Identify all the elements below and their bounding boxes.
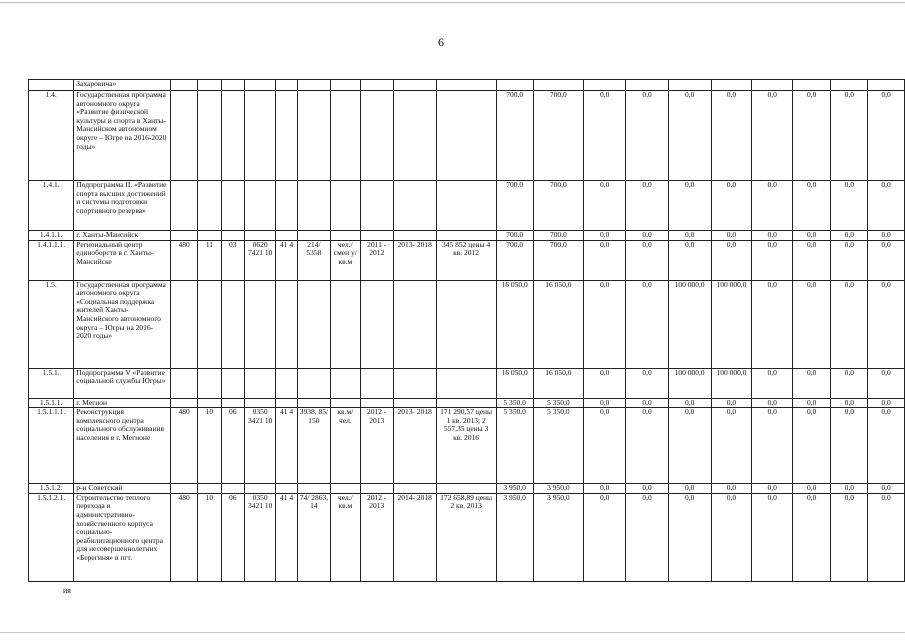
attribute-cell: 480: [170, 240, 197, 280]
attribute-cell: [244, 91, 275, 181]
attribute-cell: [244, 280, 275, 368]
row-code: 1.5.1.1.: [29, 398, 74, 408]
value-cell: 0,0: [868, 398, 905, 408]
row-name: Реконструкция комплексного центра социального обслуживания населения в г. Мегионе: [74, 408, 171, 484]
attribute-cell: [170, 231, 197, 241]
attribute-cell: [436, 368, 496, 398]
attribute-cell: [221, 398, 244, 408]
attribute-cell: [244, 484, 275, 494]
value-cell: 0,0: [792, 280, 831, 368]
attribute-cell: 41 4: [276, 240, 297, 280]
value-cell: [668, 80, 711, 91]
financing-table: [28, 79, 905, 582]
value-cell: 0,0: [868, 408, 905, 484]
attribute-cell: 2012 - 2013: [360, 493, 393, 581]
value-cell: 700,0: [533, 91, 583, 181]
value-cell: 0,0: [626, 398, 668, 408]
value-cell: [533, 80, 583, 91]
value-cell: 0,0: [752, 91, 792, 181]
attribute-cell: [436, 398, 496, 408]
attribute-cell: 41 4: [276, 408, 297, 484]
attribute-cell: [170, 368, 197, 398]
attribute-cell: чел./ смен у/ кв.м: [331, 240, 360, 280]
value-cell: [584, 80, 626, 91]
attribute-cell: 06: [221, 408, 244, 484]
value-cell: 5 350,0: [533, 408, 583, 484]
row-name: Подпрограмма II. «Развитие спорта высших достижений и системы подготовки спортивного резерва»: [74, 181, 171, 231]
attribute-cell: [331, 91, 360, 181]
attribute-cell: [221, 91, 244, 181]
value-cell: 0,0: [792, 408, 831, 484]
attribute-cell: [331, 398, 360, 408]
attribute-cell: [221, 80, 244, 91]
row-code: 1.4.1.1.: [29, 231, 74, 241]
attribute-cell: [393, 80, 436, 91]
attribute-cell: [331, 80, 360, 91]
attribute-cell: 11: [198, 240, 221, 280]
attribute-cell: [393, 280, 436, 368]
attribute-cell: [170, 181, 197, 231]
attribute-cell: [297, 484, 330, 494]
value-cell: 0,0: [831, 91, 868, 181]
attribute-cell: [198, 231, 221, 241]
value-cell: 0,0: [868, 368, 905, 398]
attribute-cell: [297, 80, 330, 91]
value-cell: 0,0: [792, 231, 831, 241]
row-code: 1.4.: [29, 91, 74, 181]
attribute-cell: [297, 181, 330, 231]
value-cell: 0,0: [584, 484, 626, 494]
attribute-cell: 2014- 2018: [393, 493, 436, 581]
attribute-cell: [276, 231, 297, 241]
row-name: Государственная программа автономного округа «Социальная поддержка жителей Ханты-Мансийского автономного округа – Югры на 2016-2020 годы»: [74, 280, 171, 368]
attribute-cell: 06: [221, 493, 244, 581]
value-cell: 700,0: [533, 240, 583, 280]
value-cell: 100 000,0: [668, 368, 711, 398]
value-cell: 0,0: [831, 181, 868, 231]
table-row: [29, 398, 905, 408]
value-cell: 0,0: [868, 231, 905, 241]
attribute-cell: [221, 368, 244, 398]
attribute-cell: [297, 231, 330, 241]
row-code: 1.5.1.2.1.: [29, 493, 74, 581]
value-cell: 0,0: [711, 181, 752, 231]
attribute-cell: [221, 280, 244, 368]
row-code: [29, 80, 74, 91]
value-cell: 0,0: [752, 181, 792, 231]
attribute-cell: 10: [198, 408, 221, 484]
value-cell: [496, 80, 533, 91]
row-name: г. Ханты-Мансийск: [74, 231, 171, 241]
value-cell: 0,0: [752, 398, 792, 408]
attribute-cell: [170, 280, 197, 368]
table-row: [29, 484, 905, 494]
attribute-cell: 10: [198, 493, 221, 581]
attribute-cell: [436, 80, 496, 91]
attribute-cell: 3938, 85/ 150: [297, 408, 330, 484]
attribute-cell: [170, 398, 197, 408]
attribute-cell: [276, 80, 297, 91]
table-row: [29, 240, 905, 280]
value-cell: 0,0: [626, 240, 668, 280]
value-cell: 0,0: [831, 398, 868, 408]
attribute-cell: [360, 484, 393, 494]
value-cell: 100 000,0: [711, 280, 752, 368]
value-cell: 0,0: [626, 231, 668, 241]
attribute-cell: чел./ кв.м: [331, 493, 360, 581]
attribute-cell: [244, 398, 275, 408]
attribute-cell: 345 852 цены 4 кв. 2012: [436, 240, 496, 280]
value-cell: 0,0: [792, 368, 831, 398]
attribute-cell: [436, 181, 496, 231]
value-cell: [711, 80, 752, 91]
value-cell: 0,0: [711, 408, 752, 484]
value-cell: [831, 80, 868, 91]
attribute-cell: 41 4: [276, 493, 297, 581]
value-cell: 0,0: [868, 181, 905, 231]
attribute-cell: [331, 181, 360, 231]
attribute-cell: [198, 280, 221, 368]
value-cell: 0,0: [752, 493, 792, 581]
value-cell: 0,0: [792, 181, 831, 231]
row-code: 1.5.1.1.1.: [29, 408, 74, 484]
attribute-cell: [198, 91, 221, 181]
attribute-cell: [276, 398, 297, 408]
attribute-cell: 0350 3421 10: [244, 493, 275, 581]
value-cell: 100 000,0: [668, 280, 711, 368]
row-name: г. Мегион: [74, 398, 171, 408]
value-cell: 16 050,0: [533, 280, 583, 368]
page-number: 6: [438, 35, 444, 49]
value-cell: 0,0: [868, 484, 905, 494]
value-cell: 0,0: [626, 368, 668, 398]
value-cell: 0,0: [626, 280, 668, 368]
row-code: 1.5.1.2.: [29, 484, 74, 494]
attribute-cell: [393, 91, 436, 181]
row-code: 1.4.1.: [29, 181, 74, 231]
attribute-cell: [198, 368, 221, 398]
attribute-cell: 74/ 2863, 14: [297, 493, 330, 581]
value-cell: 0,0: [711, 91, 752, 181]
attribute-cell: [221, 181, 244, 231]
attribute-cell: 480: [170, 408, 197, 484]
attribute-cell: 171 290,57 цены 1 кв. 2013; 2 557,35 цены 3 кв. 2016: [436, 408, 496, 484]
attribute-cell: [331, 280, 360, 368]
value-cell: 0,0: [752, 408, 792, 484]
table-row: [29, 280, 905, 368]
attribute-cell: [360, 280, 393, 368]
value-cell: 0,0: [668, 231, 711, 241]
value-cell: 0,0: [831, 493, 868, 581]
row-name: Региональный центр единоборств в г. Ханты-Мансийске: [74, 240, 171, 280]
value-cell: 3 950,0: [533, 484, 583, 494]
attribute-cell: 0620 7421 10: [244, 240, 275, 280]
table-row: [29, 368, 905, 398]
attribute-cell: 214/ 5358: [297, 240, 330, 280]
value-cell: 5 350,0: [533, 398, 583, 408]
value-cell: 700,0: [496, 91, 533, 181]
value-cell: 0,0: [584, 493, 626, 581]
attribute-cell: [244, 231, 275, 241]
value-cell: [752, 80, 792, 91]
attribute-cell: 2013- 2018: [393, 240, 436, 280]
attribute-cell: 2013- 2018: [393, 408, 436, 484]
table-row: [29, 493, 905, 581]
attribute-cell: [360, 368, 393, 398]
value-cell: 3 950,0: [533, 493, 583, 581]
value-cell: 0,0: [668, 484, 711, 494]
row-name: Строительство теплого перехода и административно-хозяйственного корпуса социально-реабилитационного центра для несовершеннолетних «Берегиня» в пгт.: [74, 493, 171, 581]
attribute-cell: [276, 91, 297, 181]
row-name: Подпрограмма V «Развитие социальной службы Югры»: [74, 368, 171, 398]
value-cell: 0,0: [626, 181, 668, 231]
value-cell: 0,0: [626, 493, 668, 581]
attribute-cell: [331, 368, 360, 398]
value-cell: 0,0: [868, 91, 905, 181]
value-cell: 700,0: [496, 240, 533, 280]
value-cell: 0,0: [752, 240, 792, 280]
value-cell: 0,0: [868, 493, 905, 581]
value-cell: 3 950,0: [496, 484, 533, 494]
value-cell: 0,0: [792, 484, 831, 494]
value-cell: 0,0: [711, 493, 752, 581]
table-row: [29, 408, 905, 484]
attribute-cell: [244, 181, 275, 231]
value-cell: 0,0: [626, 484, 668, 494]
value-cell: 5 350,0: [496, 398, 533, 408]
value-cell: 0,0: [792, 398, 831, 408]
attribute-cell: [170, 80, 197, 91]
footer-text: ия: [63, 586, 71, 595]
attribute-cell: 2011 - 2012: [360, 240, 393, 280]
value-cell: 0,0: [752, 484, 792, 494]
value-cell: 0,0: [792, 493, 831, 581]
row-code: 1.5.: [29, 280, 74, 368]
attribute-cell: [393, 484, 436, 494]
value-cell: 0,0: [792, 240, 831, 280]
value-cell: 0,0: [584, 408, 626, 484]
attribute-cell: [360, 91, 393, 181]
attribute-cell: [331, 484, 360, 494]
attribute-cell: [436, 91, 496, 181]
value-cell: 0,0: [711, 484, 752, 494]
table-row: [29, 181, 905, 231]
attribute-cell: [198, 484, 221, 494]
value-cell: 16 050,0: [496, 280, 533, 368]
value-cell: 0,0: [584, 368, 626, 398]
row-name: Захаровича»: [74, 80, 171, 91]
attribute-cell: [436, 484, 496, 494]
value-cell: 700,0: [533, 181, 583, 231]
value-cell: 0,0: [831, 280, 868, 368]
value-cell: [868, 80, 905, 91]
value-cell: 0,0: [792, 91, 831, 181]
attribute-cell: 03: [221, 240, 244, 280]
value-cell: [626, 80, 668, 91]
row-name: р-н Советский: [74, 484, 171, 494]
value-cell: 0,0: [752, 368, 792, 398]
attribute-cell: [393, 181, 436, 231]
value-cell: 0,0: [584, 280, 626, 368]
value-cell: 0,0: [584, 231, 626, 241]
value-cell: 700,0: [533, 231, 583, 241]
value-cell: 0,0: [584, 240, 626, 280]
attribute-cell: 172 658,89 цены 2 кв. 2013: [436, 493, 496, 581]
table-row: [29, 80, 905, 91]
value-cell: 700,0: [496, 181, 533, 231]
attribute-cell: [198, 181, 221, 231]
attribute-cell: [331, 231, 360, 241]
attribute-cell: [198, 398, 221, 408]
row-code: 1.4.1.1.1.: [29, 240, 74, 280]
attribute-cell: [276, 181, 297, 231]
bottom-scan-edge: [0, 632, 905, 633]
value-cell: 0,0: [668, 240, 711, 280]
attribute-cell: [360, 80, 393, 91]
attribute-cell: [393, 231, 436, 241]
value-cell: 0,0: [831, 408, 868, 484]
value-cell: 0,0: [584, 91, 626, 181]
table-row: [29, 91, 905, 181]
value-cell: 0,0: [868, 240, 905, 280]
attribute-cell: [244, 368, 275, 398]
value-cell: 0,0: [831, 231, 868, 241]
top-scan-edge: [0, 2, 905, 3]
attribute-cell: 0350 3421 10: [244, 408, 275, 484]
value-cell: 0,0: [711, 240, 752, 280]
value-cell: 5 350,0: [496, 408, 533, 484]
attribute-cell: [244, 80, 275, 91]
value-cell: 0,0: [868, 280, 905, 368]
value-cell: 0,0: [668, 493, 711, 581]
attribute-cell: [297, 280, 330, 368]
attribute-cell: [360, 398, 393, 408]
attribute-cell: [221, 231, 244, 241]
value-cell: 0,0: [831, 368, 868, 398]
attribute-cell: [393, 368, 436, 398]
value-cell: 0,0: [584, 398, 626, 408]
attribute-cell: [393, 398, 436, 408]
row-name: Государственная программа автономного округа «Развитие физической культуры и спорта в Ханты-Мансийском автономном округе – Югре на 2016-2020 годы»: [74, 91, 171, 181]
attribute-cell: [170, 91, 197, 181]
value-cell: 0,0: [626, 91, 668, 181]
value-cell: 700,0: [496, 231, 533, 241]
attribute-cell: [198, 80, 221, 91]
attribute-cell: [360, 231, 393, 241]
attribute-cell: 480: [170, 493, 197, 581]
value-cell: 0,0: [626, 408, 668, 484]
attribute-cell: [436, 231, 496, 241]
attribute-cell: 2012 - 2013: [360, 408, 393, 484]
value-cell: 0,0: [711, 231, 752, 241]
value-cell: 0,0: [752, 280, 792, 368]
value-cell: 0,0: [668, 181, 711, 231]
attribute-cell: [276, 280, 297, 368]
attribute-cell: [276, 484, 297, 494]
attribute-cell: [297, 398, 330, 408]
attribute-cell: [276, 368, 297, 398]
value-cell: 0,0: [668, 398, 711, 408]
value-cell: 3 950,0: [496, 493, 533, 581]
attribute-cell: [436, 280, 496, 368]
value-cell: 0,0: [752, 231, 792, 241]
value-cell: 16 050,0: [533, 368, 583, 398]
value-cell: 0,0: [668, 408, 711, 484]
attribute-cell: [297, 91, 330, 181]
value-cell: 16 050,0: [496, 368, 533, 398]
attribute-cell: [170, 484, 197, 494]
attribute-cell: [297, 368, 330, 398]
attribute-cell: [360, 181, 393, 231]
value-cell: 0,0: [711, 398, 752, 408]
value-cell: 0,0: [831, 484, 868, 494]
attribute-cell: [221, 484, 244, 494]
attribute-cell: кв.м/ чел.: [331, 408, 360, 484]
value-cell: [792, 80, 831, 91]
value-cell: 100 000,0: [711, 368, 752, 398]
value-cell: 0,0: [668, 91, 711, 181]
row-code: 1.5.1.: [29, 368, 74, 398]
table-row: [29, 231, 905, 241]
value-cell: 0,0: [831, 240, 868, 280]
value-cell: 0,0: [584, 181, 626, 231]
